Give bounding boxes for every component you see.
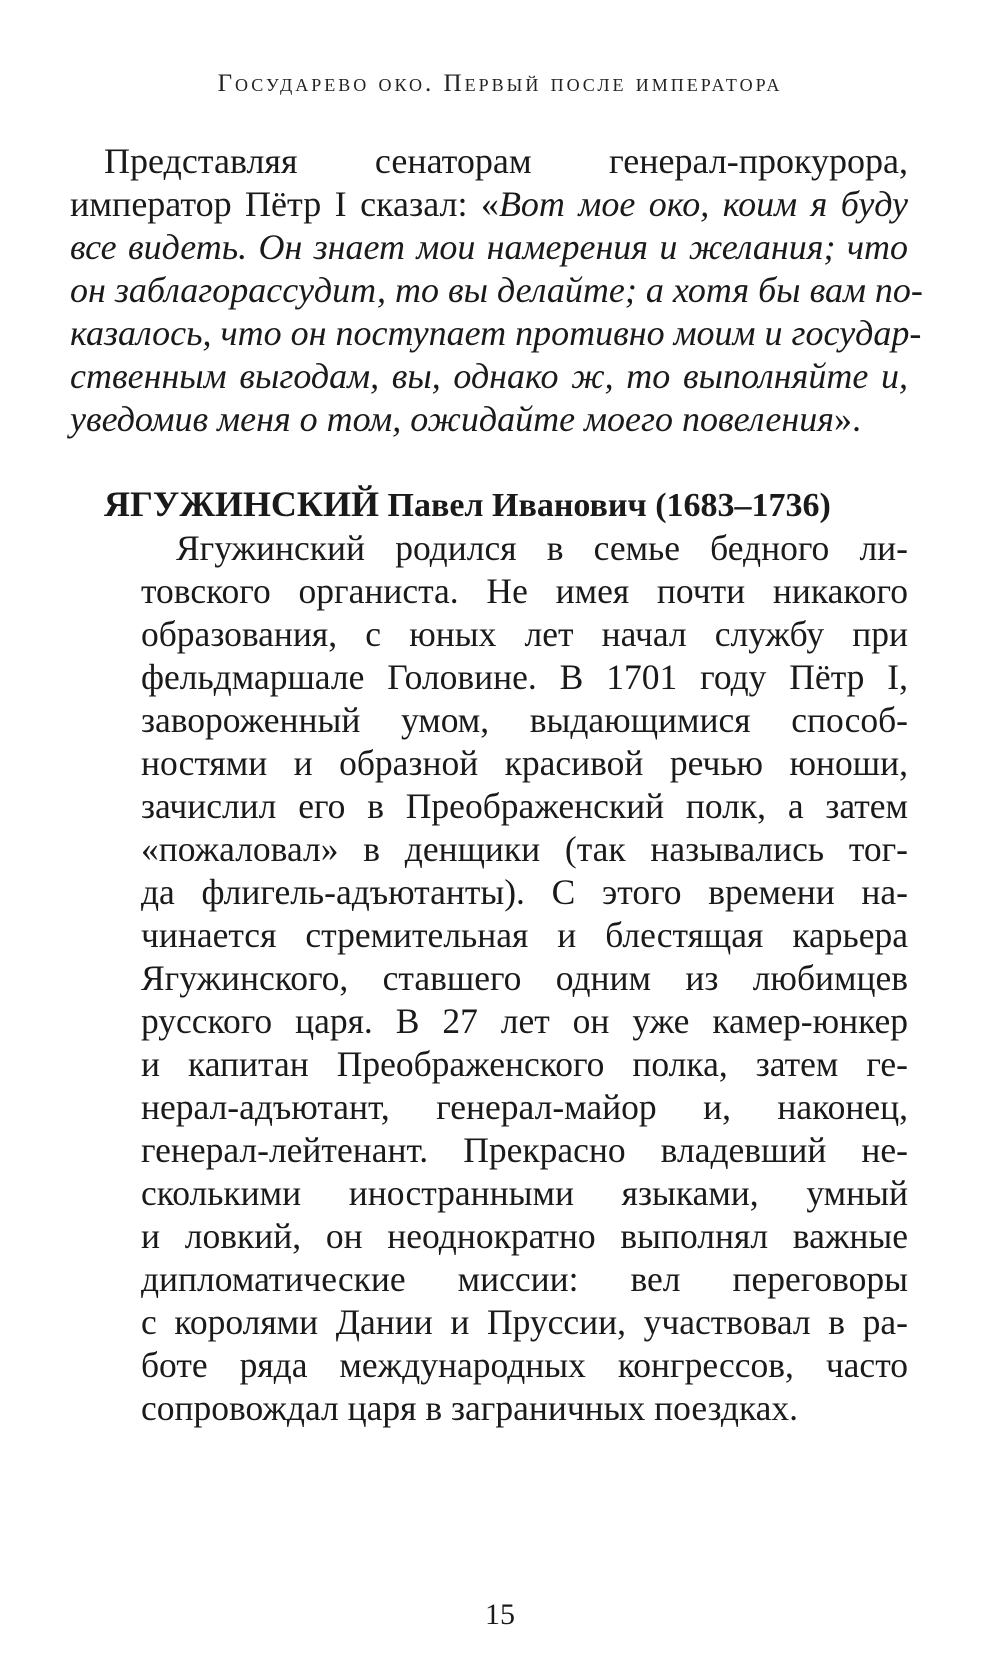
running-head: Государево око. Первый после императора xyxy=(217,70,783,97)
entry-line: боте ряда международных конгрессов, часто xyxy=(141,1345,908,1385)
entry-line: нерал-адъютант, генерал-майор и, наконец, xyxy=(141,1087,908,1127)
entry-line: товского органиста. Не имея почти никакого xyxy=(141,571,908,611)
entry-line: генерал-лейтенант. Прекрасно владевший не- xyxy=(141,1130,908,1170)
entry-line: образования, с юных лет начал службу при xyxy=(141,614,908,654)
quote-line-1: Представляя сенаторам генерал-прокурора, xyxy=(104,141,908,181)
entry-line: завороженный умом, выдающимися способ- xyxy=(141,700,908,740)
quote-line-7-plain: ». xyxy=(833,399,861,439)
quote-line-6: ственным выгодам, вы, однако ж, то выполняйте и, xyxy=(70,356,908,396)
entry-line: да флигель-адъютанты). С этого времени на- xyxy=(141,872,908,912)
quote-line-3: все видеть. Он знает мои намерения и желания; что xyxy=(70,227,908,267)
entry-line: Ягужинского, ставшего одним из любимцев xyxy=(141,958,908,998)
entry-line: «пожаловал» в денщики (так назывались тог- xyxy=(141,829,908,869)
quote-line-2 xyxy=(70,183,908,225)
entry-line: ностями и образной красивой речью юноши, xyxy=(141,743,908,783)
quote-line-7 xyxy=(70,398,908,440)
entry-line: чинается стремительная и блестящая карьера xyxy=(141,915,908,955)
entry-line: с королями Дании и Пруссии, участвовал в ра- xyxy=(141,1302,908,1342)
entry-surname: ЯГУЖИНСКИЙ xyxy=(104,484,380,524)
entry-line: Ягужинский родился в семье бедного ли- xyxy=(176,528,908,568)
entry-line: зачислил его в Преображенский полк, а затем xyxy=(141,786,908,826)
entry-line: сопровождал царя в заграничных поездках. xyxy=(141,1388,799,1428)
entry-heading xyxy=(104,483,914,525)
entry-line: дипломатические миссии: вел переговоры xyxy=(141,1259,908,1299)
entry-line: и капитан Преображенского полка, затем ге- xyxy=(141,1044,908,1084)
quote-line-2-plain: император Пётр I сказал: « xyxy=(70,184,499,224)
quote-line-7-italic: уведомив меня о том, ожидайте моего повеления xyxy=(70,399,834,439)
entry-line: фельдмаршале Головине. В 1701 году Пётр I, xyxy=(141,657,908,697)
quote-line-5: казалось, что он поступает противно моим и государ- xyxy=(70,313,922,353)
entry-line: и ловкий, он неоднократно выполнял важные xyxy=(141,1216,908,1256)
quote-line-2-italic: Вот мое око, коим я буду xyxy=(498,184,909,224)
entry-given-names: Павел Иванович xyxy=(387,487,647,524)
quote-line-4: он заблагорассудит, то вы делайте; а хотя бы вам по- xyxy=(70,270,923,310)
page-number: 15 xyxy=(485,1598,515,1631)
entry-line: русского царя. В 27 лет он уже камер-юнкер xyxy=(141,1001,908,1041)
entry-line: сколькими иностранными языками, умный xyxy=(141,1173,908,1213)
entry-years: (1683–1736) xyxy=(655,487,831,524)
